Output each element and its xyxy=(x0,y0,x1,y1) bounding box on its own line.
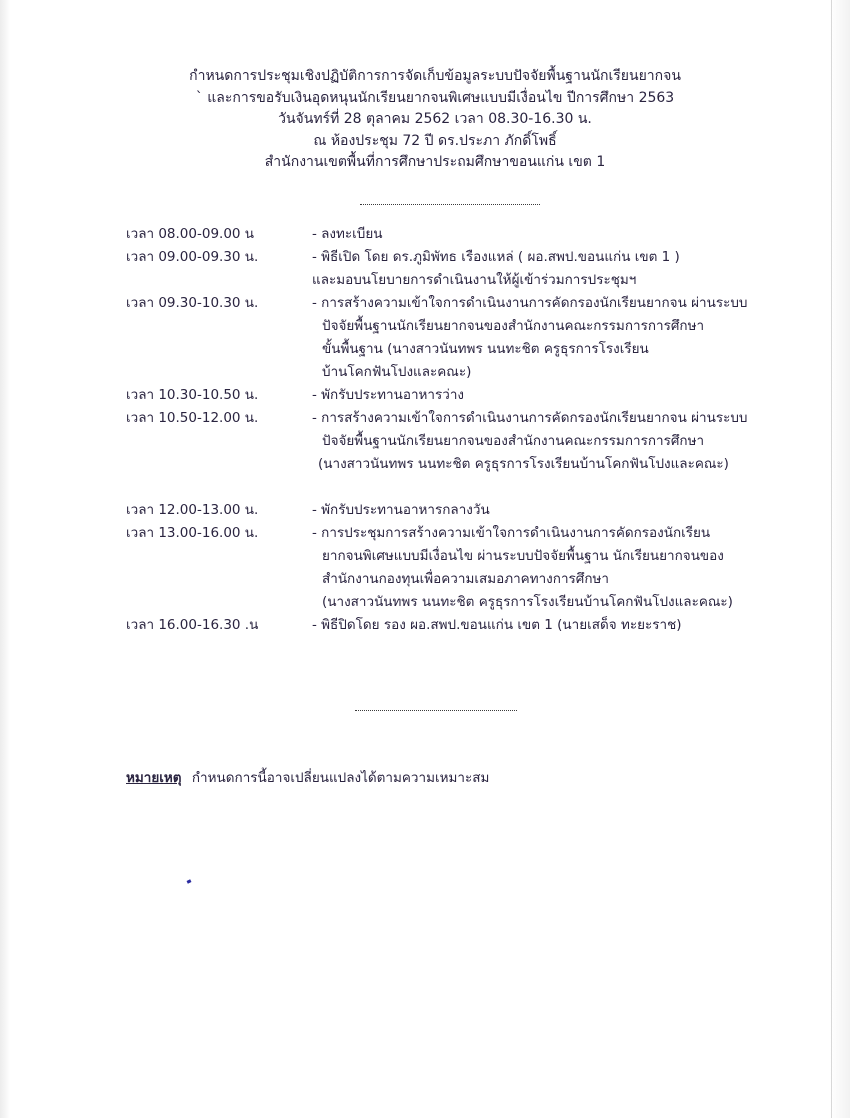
schedule-line: บ้านโคกฟันโปงและคณะ) xyxy=(322,364,472,380)
schedule-line: - ลงทะเบียน xyxy=(312,226,383,242)
schedule-description xyxy=(312,223,766,246)
schedule-row xyxy=(126,614,766,637)
schedule-row xyxy=(126,246,766,292)
schedule-line: - การสร้างความเข้าใจการดำเนินงานการคัดกรองนักเรียนยากจน ผ่านระบบ xyxy=(312,410,748,426)
schedule-line: และมอบนโยบายการดำเนินงานให้ผู้เข้าร่วมการประชุมฯ xyxy=(312,272,637,288)
schedule-time: เวลา 10.50-12.00 น. xyxy=(126,410,259,426)
schedule-line: ปัจจัยพื้นฐานนักเรียนยากจนของสำนักงานคณะกรรมการการศึกษา xyxy=(322,433,705,449)
schedule-row xyxy=(126,384,766,407)
schedule-line: ขั้นพื้นฐาน (นางสาวนันทพร นนทะชิต ครูธุรการโรงเรียน xyxy=(322,341,649,357)
header-date: วันจันทร์ที่ 28 ตุลาคม 2562 เวลา 08.30-16.30 น. xyxy=(278,111,592,127)
schedule-description xyxy=(312,522,766,614)
schedule-row xyxy=(126,292,766,384)
document-header xyxy=(140,66,730,174)
schedule-description xyxy=(312,614,766,637)
schedule-line: - การประชุมการสร้างความเข้าใจการดำเนินงานการคัดกรองนักเรียน xyxy=(312,525,711,541)
schedule-line: - การสร้างความเข้าใจการดำเนินงานการคัดกรองนักเรียนยากจน ผ่านระบบ xyxy=(312,295,748,311)
schedule-line: - พิธีเปิด โดย ดร.ภูมิพัทธ เรืองแหล่ ( ผอ.สพป.ขอนแก่น เขต 1 ) xyxy=(312,249,680,265)
remark-text: กำหนดการนี้อาจเปลี่ยนแปลงได้ตามความเหมาะสม xyxy=(191,770,490,786)
schedule-list xyxy=(126,223,766,637)
dotted-divider-bottom xyxy=(355,710,517,711)
schedule-row xyxy=(126,522,766,614)
schedule-line: สำนักงานกองทุนเพื่อความเสมอภาคทางการศึกษา xyxy=(322,571,610,587)
scan-edge xyxy=(831,0,832,1118)
scan-speck xyxy=(187,879,192,883)
schedule-time: เวลา 10.30-10.50 น. xyxy=(126,387,259,403)
schedule-time: เวลา 09.30-10.30 น. xyxy=(126,295,259,311)
schedule-line: ยากจนพิเศษแบบมีเงื่อนไข ผ่านระบบปัจจัยพื้นฐาน นักเรียนยากจนของ xyxy=(322,548,724,564)
schedule-description xyxy=(312,407,766,476)
header-venue: ณ ห้องประชุม 72 ปี ดร.ประภา ภักดิ์โพธิ์ xyxy=(313,132,557,149)
schedule-description xyxy=(312,499,766,522)
schedule-description xyxy=(312,246,766,292)
schedule-time: เวลา 16.00-16.30 .น xyxy=(126,617,259,633)
schedule-description xyxy=(312,384,766,407)
schedule-line: - พิธีปิดโดย รอง ผอ.สพป.ขอนแก่น เขต 1 (นายเสด็จ ทะยะราช) xyxy=(312,617,682,633)
schedule-time: เวลา 08.00-09.00 น xyxy=(126,226,255,242)
schedule-line: (นางสาวนันทพร นนทะชิต ครูธุรการโรงเรียนบ้านโคกฟันโปงและคณะ) xyxy=(318,456,729,472)
schedule-row xyxy=(126,499,766,522)
remark xyxy=(126,766,489,788)
schedule-description xyxy=(312,292,766,384)
header-title: กำหนดการประชุมเชิงปฏิบัติการการจัดเก็บข้อมูลระบบปัจจัยพื้นฐานนักเรียนยากจน xyxy=(189,68,681,84)
remark-label: หมายเหตุ xyxy=(126,770,182,786)
schedule-line: ปัจจัยพื้นฐานนักเรียนยากจนของสำนักงานคณะกรรมการการศึกษา xyxy=(322,318,705,334)
schedule-time: เวลา 09.00-09.30 น. xyxy=(126,249,259,265)
header-office: สำนักงานเขตพื้นที่การศึกษาประถมศึกษาขอนแก่น เขต 1 xyxy=(264,154,606,170)
schedule-time: เวลา 13.00-16.00 น. xyxy=(126,525,259,541)
dotted-divider-top xyxy=(360,204,540,205)
schedule-row xyxy=(126,407,766,476)
schedule-line: (นางสาวนันทพร นนทะชิต ครูธุรการโรงเรียนบ้านโคกฟันโปงและคณะ) xyxy=(322,594,733,610)
header-subtitle: ` และการขอรับเงินอุดหนุนนักเรียนยากจนพิเศษแบบมีเงื่อนไข ปีการศึกษา 2563 xyxy=(195,89,675,106)
spacer xyxy=(126,476,766,499)
schedule-line: - พักรับประทานอาหารกลางวัน xyxy=(312,502,490,518)
schedule-line: - พักรับประทานอาหารว่าง xyxy=(312,387,465,403)
schedule-row xyxy=(126,223,766,246)
schedule-time: เวลา 12.00-13.00 น. xyxy=(126,502,259,518)
